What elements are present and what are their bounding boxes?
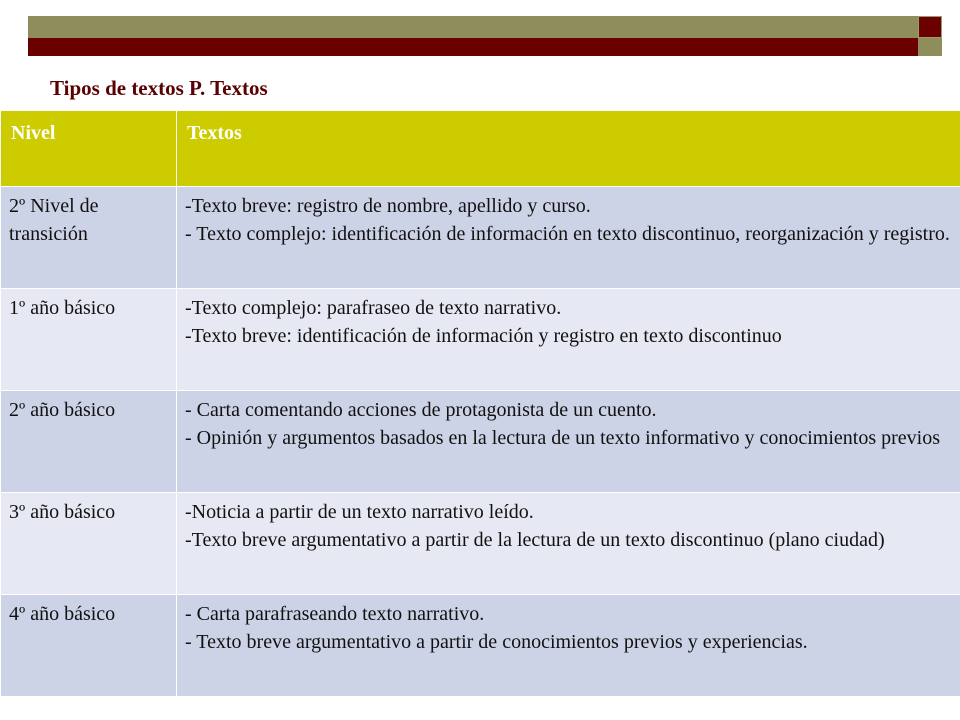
text-line: -Texto breve argumentativo a partir de la lectura de un texto discontinuo (plano ciudad) xyxy=(185,529,885,551)
table-row xyxy=(1,595,960,697)
text-line: - Opinión y argumentos basados en la lectura de un texto informativo y conocimientos previos xyxy=(185,427,941,449)
texts-table xyxy=(0,110,960,697)
bar-olive-stripe xyxy=(28,16,918,38)
cell-textos xyxy=(177,391,960,493)
cell-nivel: 1º año básico xyxy=(1,289,177,391)
top-decorative-bar xyxy=(28,16,942,56)
table-row xyxy=(1,493,960,595)
header-textos: Textos xyxy=(177,111,960,187)
text-line: - Carta comentando acciones de protagonista de un cuento. xyxy=(185,399,657,421)
bar-olive-square xyxy=(918,38,942,56)
header-nivel: Nivel xyxy=(1,111,177,187)
text-line: -Texto breve: registro de nombre, apellido y curso. xyxy=(185,195,591,217)
text-line: - Texto complejo: identificación de información en texto discontinuo, reorganización y registro. xyxy=(185,223,950,245)
text-line: -Texto breve: identificación de información y registro en texto discontinuo xyxy=(185,325,782,347)
cell-nivel: 2º Nivel de transición xyxy=(1,187,177,289)
table-row xyxy=(1,289,960,391)
cell-textos xyxy=(177,493,960,595)
cell-nivel: 3º año básico xyxy=(1,493,177,595)
cell-textos xyxy=(177,187,960,289)
cell-nivel: 4º año básico xyxy=(1,595,177,697)
table-row xyxy=(1,391,960,493)
cell-textos xyxy=(177,289,960,391)
text-line: -Noticia a partir de un texto narrativo leído. xyxy=(185,501,534,523)
cell-textos xyxy=(177,595,960,697)
text-line: -Texto complejo: parafraseo de texto narrativo. xyxy=(185,297,562,319)
text-line: - Texto breve argumentativo a partir de conocimientos previos y experiencias. xyxy=(185,631,808,653)
bar-red-square xyxy=(918,16,942,38)
table-row xyxy=(1,187,960,289)
text-line: - Carta parafraseando texto narrativo. xyxy=(185,603,485,625)
cell-nivel: 2º año básico xyxy=(1,391,177,493)
bar-red-stripe xyxy=(28,38,918,56)
slide-title: Tipos de textos P. Textos xyxy=(50,76,268,100)
table-header-row xyxy=(1,111,960,187)
